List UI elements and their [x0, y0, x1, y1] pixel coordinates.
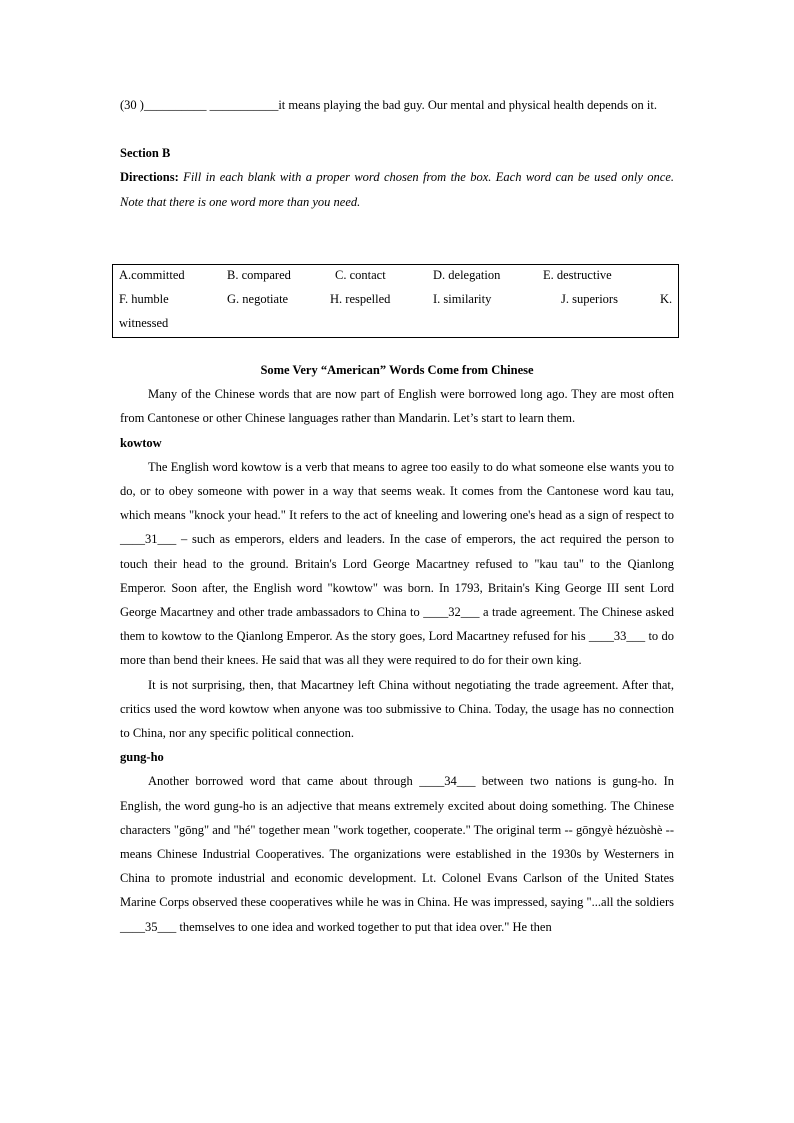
- word-option-c: C. contact: [335, 268, 386, 282]
- word-option-k: witnessed: [119, 316, 169, 330]
- paragraph-gung-ho: Another borrowed word that came about through ____34___ between two nations is gung-ho. In English, the word gung-ho is an adjective that means extremely excited about doing something. The Chinese characters "gōng" and "hé" together mean "work together, cooperate." The original term -- gōngyè hézuòshè -- means Chinese Industrial Cooperatives. The organizations were established in the 1930s by Westerners in China to promote industrial and economic development. Lt. Colonel Evans Carlson of the United States Marine Corps observed these cooperatives while he was in China. He was impressed, saying "...all the soldiers ____35___ themselves to one idea and worked together to put that idea over." He then: [120, 774, 674, 934]
- directions-label: Directions:: [120, 170, 179, 185]
- section-title: Section B: [120, 146, 171, 161]
- paragraph-kowtow: The English word kowtow is a verb that means to agree too easily to do what someone else wants you to do, or to obey someone with power in a way that seems weak. It comes from the Cantonese word kau tau, which means "knock your head." It refers to the act of kneeling and lowering one's head as a sign of respect to ____31___ – such as emperors, elders and leaders. In the case of emperors, the act required the person to touch their head to the ground. Britain's Lord George Macartney refused to "kau tau" to the Qianlong Emperor. Soon after, the English word "kowtow" was born. In 1793, Britain's King George III sent Lord George Macartney and other trade ambassadors to China to ____32___ a trade agreement. The Chinese asked them to kowtow to the Qianlong Emperor. As the story goes, Lord Macartney refused for his ____33___ to do more than bend their knees. He said that was all they were required to do for their own king.: [120, 459, 674, 668]
- document-page: [120, 93, 674, 214]
- article: [120, 358, 674, 939]
- word-option-e: E. destructive: [543, 268, 612, 282]
- paragraph-negotiation: It is not surprising, then, that Macartney left China without negotiating the trade agreement. After that, critics used the word kowtow when anyone was too submissive to China. Today, the usage has no connection to China, nor any specific political connection.: [120, 677, 674, 741]
- word-box: [112, 264, 679, 338]
- article-title: Some Very “American” Words Come from Chinese: [260, 363, 534, 377]
- word-option-h: H. respelled: [330, 292, 391, 306]
- word-option-f: F. humble: [119, 292, 169, 306]
- word-option-a: A.committed: [119, 268, 185, 282]
- word-option-g: G. negotiate: [227, 292, 289, 306]
- heading-gung-ho: gung-ho: [120, 750, 164, 765]
- question-30-text: it means playing the bad guy. Our mental and physical health depends on it.: [278, 98, 657, 112]
- heading-kowtow: kowtow: [120, 435, 162, 450]
- word-option-i: I. similarity: [433, 292, 492, 306]
- directions: [120, 165, 674, 213]
- question-30-prefix: (30 )__________ ___________: [120, 98, 279, 112]
- word-option-j: J. superiors: [561, 292, 618, 306]
- word-option-d: D. delegation: [433, 268, 501, 282]
- question-30: [120, 93, 674, 117]
- word-option-b: B. compared: [227, 268, 291, 282]
- article-intro: Many of the Chinese words that are now part of English were borrowed long ago. They are most often from Cantonese or other Chinese languages rather than Mandarin. Let’s start to learn them.: [120, 387, 674, 426]
- word-option-k-label: K.: [660, 292, 673, 306]
- directions-text: Fill in each blank with a proper word chosen from the box. Each word can be used only once. Note that there is one word more than you need.: [120, 170, 674, 209]
